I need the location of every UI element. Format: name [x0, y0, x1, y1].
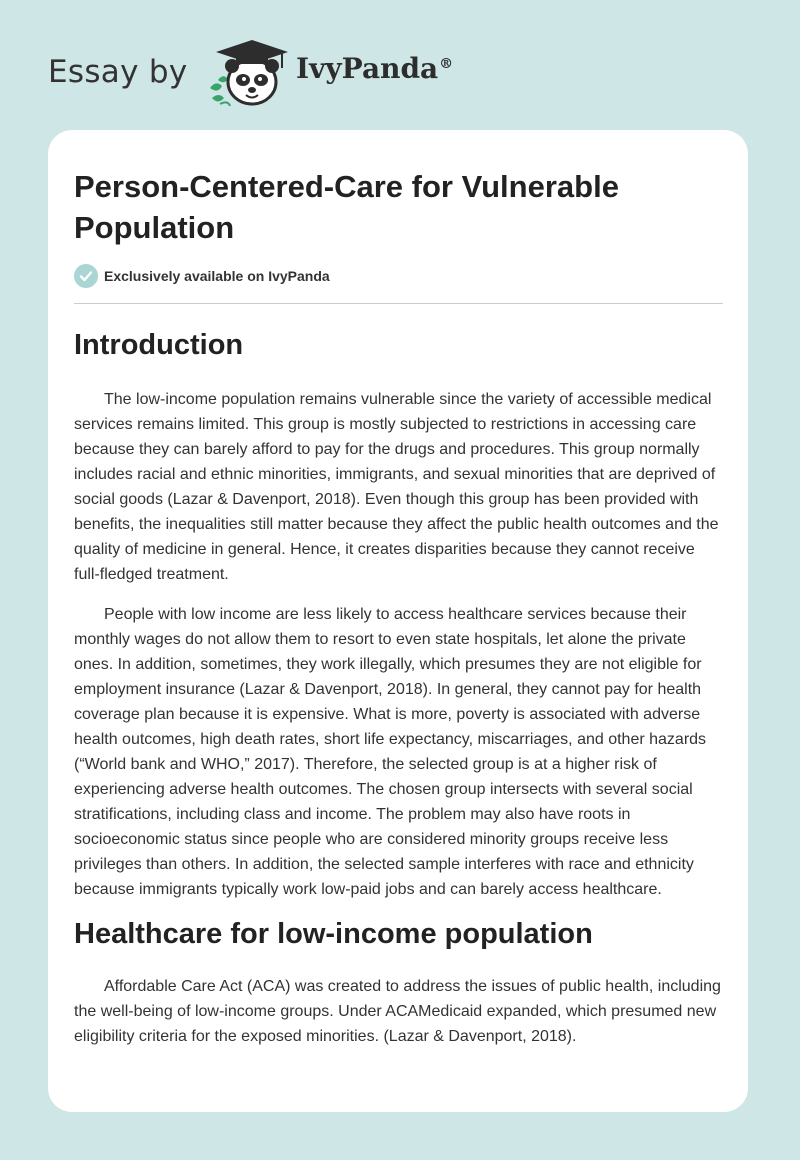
exclusive-badge [74, 264, 330, 288]
section-heading-healthcare: Healthcare for low-income population [74, 918, 593, 950]
essay-body [74, 322, 723, 1049]
brand-name[interactable] [296, 52, 453, 85]
exclusive-label: Exclusively available on IvyPanda [104, 268, 330, 284]
paragraph: The low-income population remains vulnerable since the variety of accessible medical services remains limited. This group is mostly subjected to restrictions in accessing care because they can barely afford to pay for the drugs and procedures. This group normally includes racial and ethnic minorities, immigrants, and sexual minorities that are deprived of social goods (Lazar & Davenport, 2018). Even though this group has been provided with benefits, the inequalities still matter because they affect the public health outcomes and the quality of medicine in general. Hence, it creates disparities because they cannot receive full-fledged treatment. [74, 391, 719, 583]
paragraph: Affordable Care Act (ACA) was created to address the issues of public health, including the well-being of low-income groups. Under ACAMedicaid expanded, which presumed new eligibility criteria for the exposed minorities. (Lazar & Davenport, 2018). [74, 978, 721, 1045]
paragraph: People with low income are less likely to access healthcare services because their monthly wages do not allow them to resort to even state hospitals, let alone the private ones. In addition, sometimes, they work illegally, which presumes they are not eligible for employment insurance (Lazar & Davenport, 2018). In general, they cannot pay for health coverage plan because it is expensive. What is more, poverty is associated with adverse health outcomes, high death rates, short life expectancy, miscarriages, and other hazards (“World bank and WHO,” 2017). Therefore, the selected group is at a higher risk of experiencing adverse health outcomes. The chosen group intersects with several social stratifications, including class and income. The problem may also have roots in socioeconomic status since people who are considered minority groups receive less privileges than others. In addition, the selected sample interferes with race and ethnicity because immigrants typically work low-paid jobs and can barely access healthcare. [74, 606, 707, 898]
section-heading-introduction: Introduction [74, 329, 244, 361]
registered-mark: ® [439, 55, 454, 72]
checkmark-icon [74, 264, 98, 288]
brand-text: IvyPanda [296, 52, 439, 85]
site-header [48, 34, 748, 110]
essay-title: Person-Centered-Care for Vulnerable Population [74, 169, 619, 245]
panda-graduate-logo-icon[interactable] [202, 36, 290, 110]
divider [74, 303, 723, 304]
essay-card [48, 130, 748, 1112]
essay-by-label: Essay by [48, 54, 188, 90]
